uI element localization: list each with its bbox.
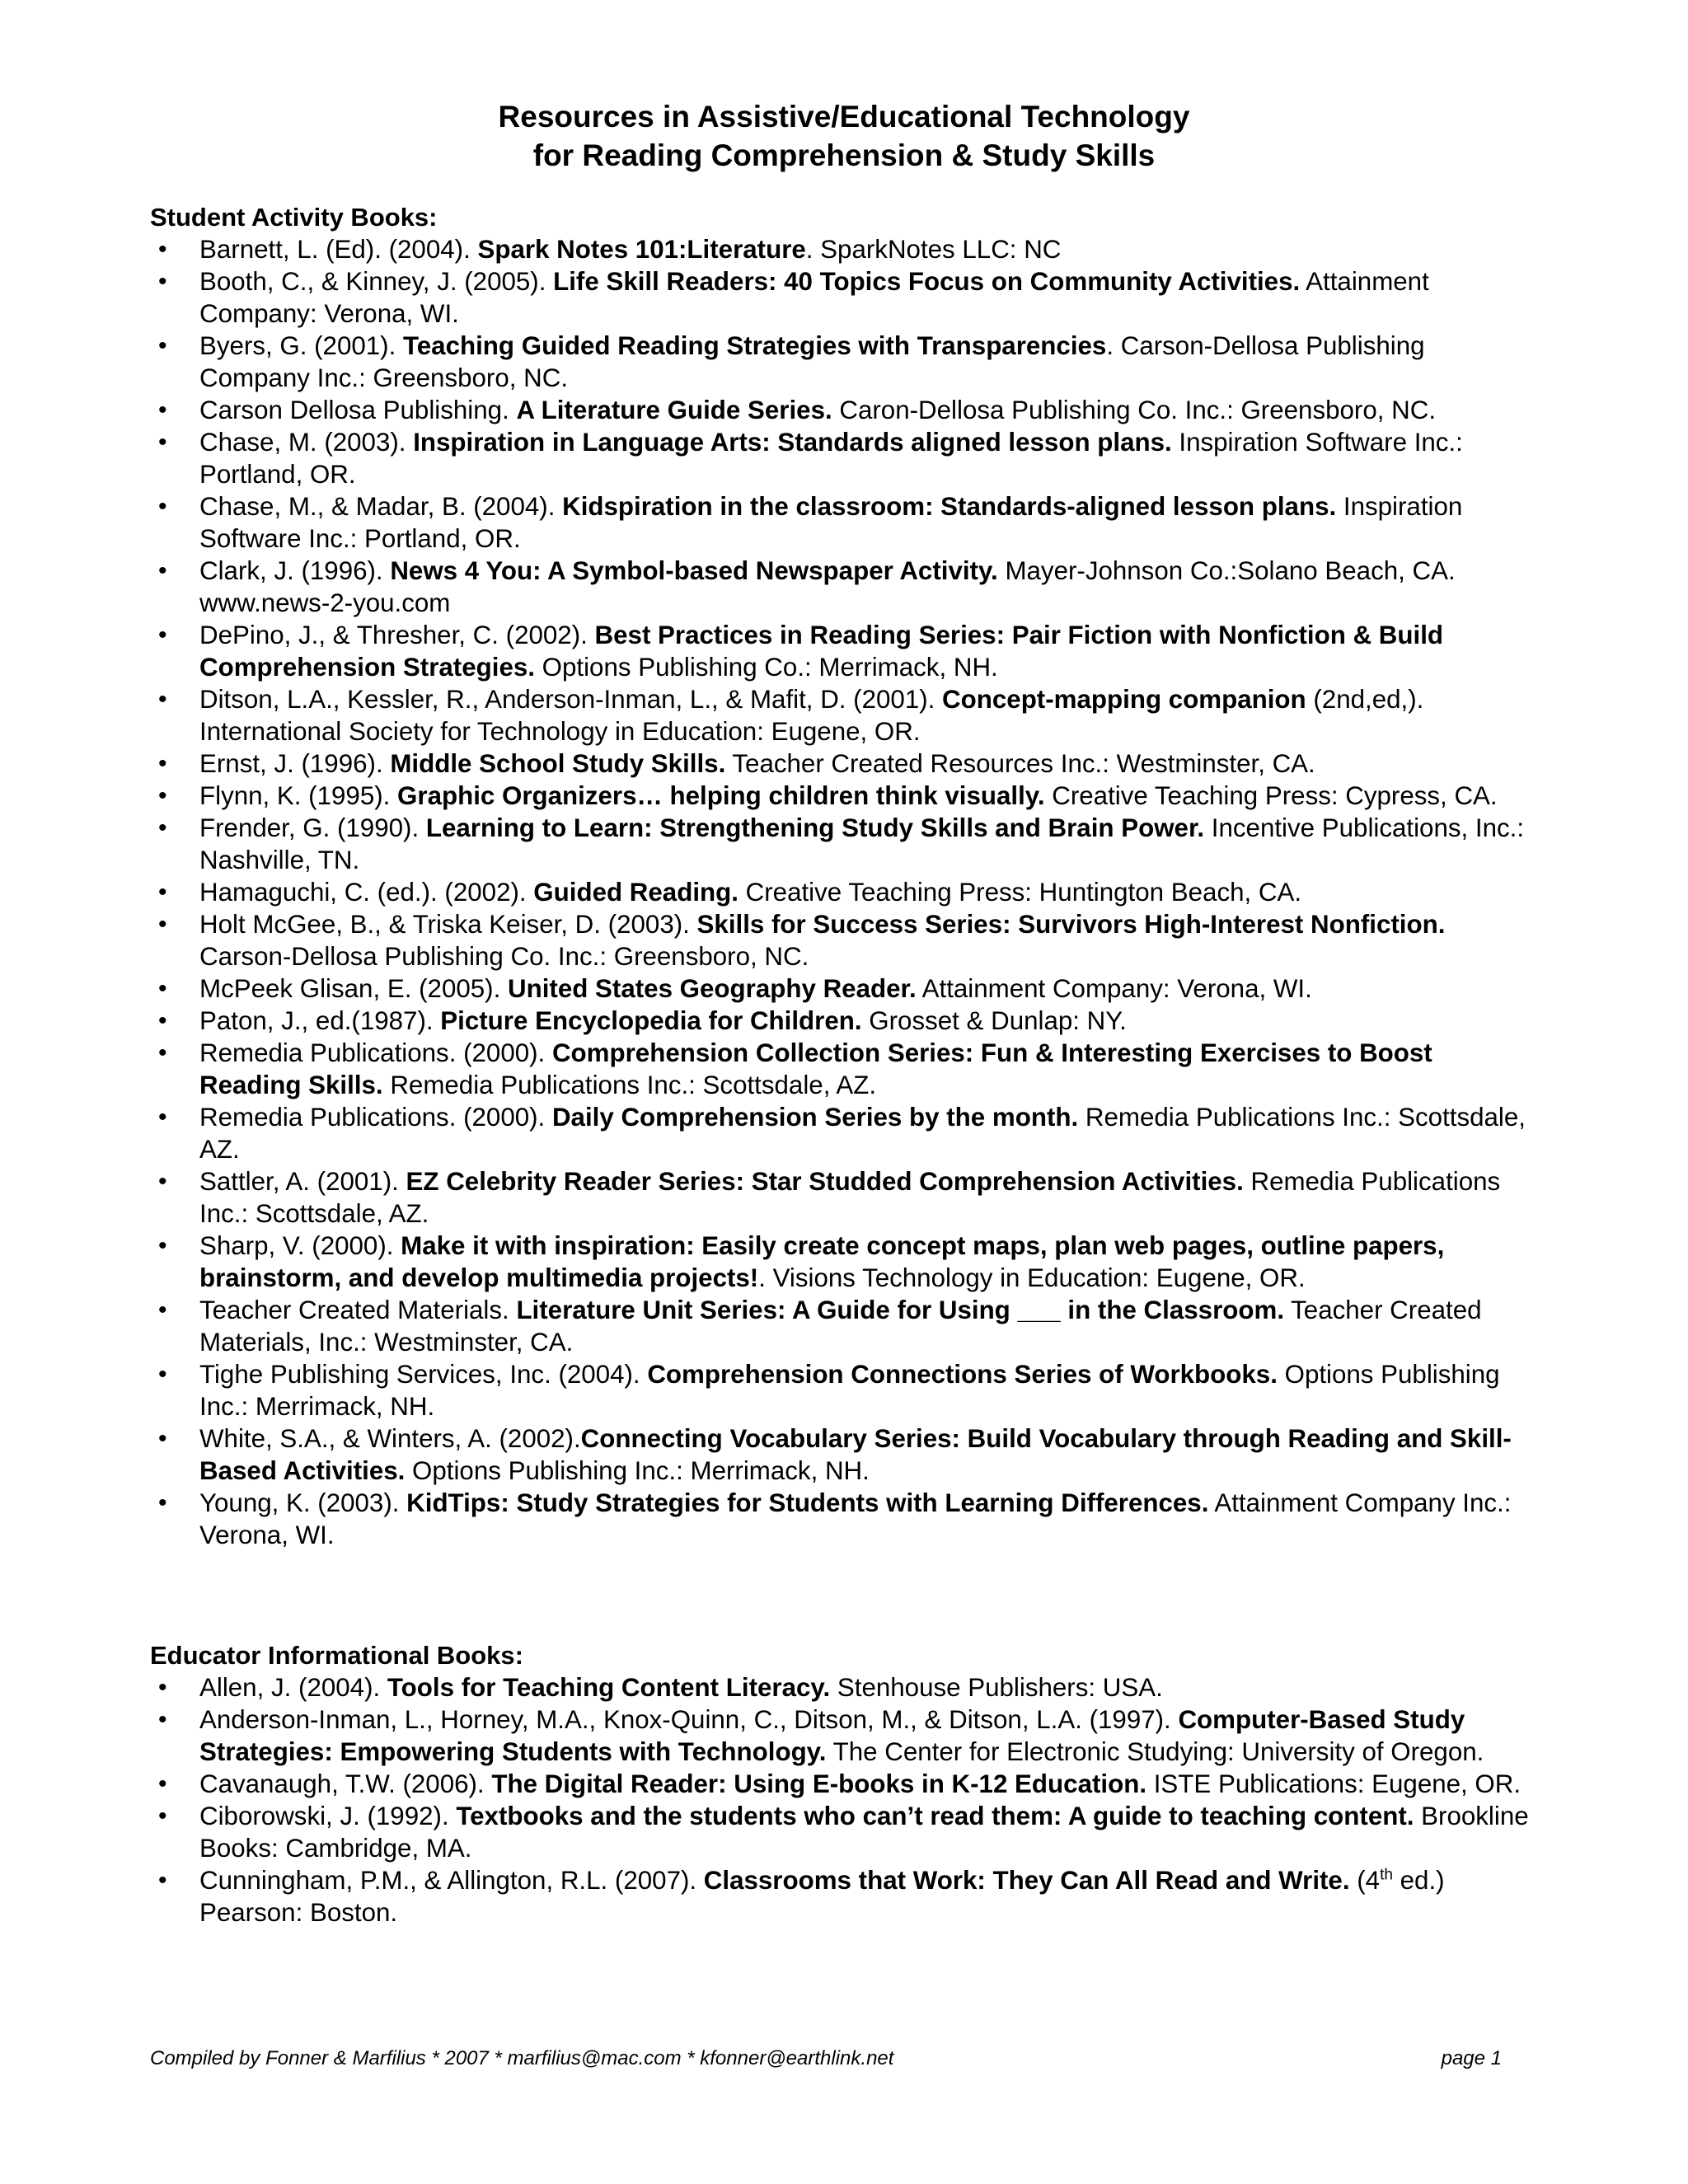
reference-text: Teacher Created Materials. — [199, 1296, 517, 1324]
reference-title: Inspiration in Language Arts: Standards aligned lesson plans. — [413, 428, 1172, 457]
reference-item — [0, 748, 1539, 780]
educator-books-heading: Educator Informational Books: — [150, 1641, 523, 1670]
reference-title: Teaching Guided Reading Strategies with Transparencies — [402, 331, 1107, 360]
reference-text: Carson Dellosa Publishing. — [199, 396, 517, 424]
reference-text: Stenhouse Publishers: USA. — [830, 1673, 1163, 1702]
reference-title: News 4 You: A Symbol-based Newspaper Activity. — [390, 556, 998, 585]
reference-item — [0, 265, 1539, 330]
reference-item — [0, 1487, 1539, 1551]
reference-text: . Visions Technology in Education: Eugene, OR. — [758, 1263, 1306, 1292]
reference-title: Tools for Teaching Content Literacy. — [387, 1673, 831, 1702]
reference-text: Byers, G. (2001). — [199, 331, 403, 360]
reference-text: Chase, M., & Madar, B. (2004). — [199, 492, 563, 521]
reference-text: Options Publishing Inc.: Merrimack, NH. — [199, 1360, 1500, 1421]
reference-item — [0, 490, 1539, 555]
reference-item — [0, 812, 1539, 876]
reference-item — [0, 1864, 1539, 1929]
student-books-heading: Student Activity Books: — [150, 203, 438, 232]
reference-text: Remedia Publications Inc.: Scottsdale, AZ. — [199, 1103, 1526, 1164]
reference-item — [0, 1230, 1539, 1294]
reference-text: Inspiration Software Inc.: Portland, OR. — [199, 428, 1463, 489]
reference-title: Spark Notes 101:Literature — [477, 235, 806, 264]
student-books-list — [0, 233, 1688, 1551]
reference-title: Guided Reading. — [533, 878, 738, 907]
reference-title: KidTips: Study Strategies for Students with Learning Differences. — [406, 1488, 1209, 1517]
reference-text: Options Publishing Co.: Merrimack, NH. — [534, 653, 998, 682]
reference-item — [0, 1037, 1539, 1101]
reference-title: A Literature Guide Series. — [516, 396, 832, 424]
reference-text: Remedia Publications. (2000). — [199, 1103, 552, 1132]
reference-item — [0, 1422, 1539, 1487]
reference-text: Ciborowski, J. (1992). — [199, 1802, 457, 1830]
reference-text: ISTE Publications: Eugene, OR. — [1146, 1769, 1522, 1798]
reference-text: Attainment Company Inc.: Verona, WI. — [199, 1488, 1512, 1549]
reference-item — [0, 876, 1539, 908]
reference-text: Flynn, K. (1995). — [199, 781, 398, 810]
reference-item — [0, 780, 1539, 812]
reference-text: Clark, J. (1996). — [199, 556, 391, 585]
reference-text: Anderson-Inman, L., Horney, M.A., Knox-Quinn, C., Ditson, M., & Ditson, L.A. (1997). — [199, 1705, 1179, 1734]
reference-item — [0, 394, 1539, 426]
reference-text: Cavanaugh, T.W. (2006). — [199, 1769, 492, 1798]
reference-text: Teacher Created Resources Inc.: Westminster, CA. — [725, 749, 1315, 778]
reference-title: Comprehension Connections Series of Workbooks. — [647, 1360, 1278, 1389]
reference-text: Caron-Dellosa Publishing Co. Inc.: Greensboro, NC. — [832, 396, 1437, 424]
reference-title: Graphic Organizers… helping children think visually. — [397, 781, 1045, 810]
reference-text: Cunningham, P.M., & Allington, R.L. (2007). — [199, 1866, 704, 1895]
title-line-2: for Reading Comprehension & Study Skills — [532, 138, 1156, 172]
page-footer — [150, 2046, 1502, 2071]
reference-text: Hamaguchi, C. (ed.). (2002). — [199, 878, 534, 907]
reference-text: . Carson-Dellosa Publishing Company Inc.: Greensboro, NC. — [199, 331, 1425, 392]
reference-title: Connecting Vocabulary Series: Build Vocabulary through Reading and Skill-Based Activities. — [199, 1424, 1512, 1485]
reference-title: Comprehension Collection Series: Fun & Interesting Exercises to Boost Reading Skills. — [199, 1038, 1432, 1099]
reference-text: Options Publishing Inc.: Merrimack, NH. — [405, 1456, 870, 1485]
reference-title: Learning to Learn: Strengthening Study Skills and Brain Power. — [425, 813, 1205, 842]
reference-text: Attainment Company: Verona, WI. — [916, 974, 1312, 1003]
reference-text: Paton, J., ed.(1987). — [199, 1006, 441, 1035]
reference-text: The Center for Electronic Studying: University of Oregon. — [826, 1737, 1484, 1766]
reference-title: United States Geography Reader. — [507, 974, 917, 1003]
reference-item — [0, 1704, 1539, 1768]
reference-text: Sharp, V. (2000). — [199, 1231, 401, 1260]
page-number: page 1 — [1441, 2047, 1502, 2069]
reference-text: Allen, J. (2004). — [199, 1673, 387, 1702]
reference-text: Remedia Publications Inc.: Scottsdale, AZ. — [382, 1071, 877, 1099]
reference-text: Brookline Books: Cambridge, MA. — [199, 1802, 1529, 1863]
reference-text: Tighe Publishing Services, Inc. (2004). — [199, 1360, 648, 1389]
reference-item — [0, 1768, 1539, 1800]
reference-title: Kidspiration in the classroom: Standards-aligned lesson plans. — [562, 492, 1337, 521]
reference-text: Frender, G. (1990). — [199, 813, 426, 842]
reference-title: Skills for Success Series: Survivors High-Interest Nonfiction. — [696, 910, 1446, 939]
reference-text: Ditson, L.A., Kessler, R., Anderson-Inman, L., & Mafit, D. (2001). — [199, 685, 943, 714]
reference-title: Literature Unit Series: A Guide for Using ___ in the Classroom. — [516, 1296, 1285, 1324]
reference-text: Grosset & Dunlap: NY. — [861, 1006, 1127, 1035]
reference-text: Chase, M. (2003). — [199, 428, 414, 457]
reference-item — [0, 619, 1539, 683]
reference-title: Daily Comprehension Series by the month. — [551, 1103, 1079, 1132]
reference-text: ed.) Pearson: Boston. — [199, 1866, 1445, 1927]
reference-text: White, S.A., & Winters, A. (2002). — [199, 1424, 581, 1453]
reference-text: Holt McGee, B., & Triska Keiser, D. (2003). — [199, 910, 697, 939]
reference-text: Sattler, A. (2001). — [199, 1167, 406, 1196]
reference-title: Make it with inspiration: Easily create concept maps, plan web pages, outline papers, brainstorm, and develop multimedia projects! — [199, 1231, 1445, 1292]
reference-text: Carson-Dellosa Publishing Co. Inc.: Greensboro, NC. — [199, 942, 809, 971]
reference-item — [0, 972, 1539, 1005]
reference-title: Middle School Study Skills. — [390, 749, 726, 778]
reference-text: Creative Teaching Press: Huntington Beach, CA. — [738, 878, 1302, 907]
reference-text: (4 — [1349, 1866, 1381, 1895]
reference-text: Barnett, L. (Ed). (2004). — [199, 235, 478, 264]
reference-title: The Digital Reader: Using E-books in K-12 Education. — [491, 1769, 1147, 1798]
reference-text: Young, K. (2003). — [199, 1488, 407, 1517]
reference-text: Remedia Publications Inc.: Scottsdale, AZ. — [199, 1167, 1501, 1228]
reference-text: Booth, C., & Kinney, J. (2005). — [199, 267, 554, 296]
reference-title: Classrooms that Work: They Can All Read and Write. — [703, 1866, 1350, 1895]
footer-credit: Compiled by Fonner & Marfilius * 2007 * marfilius@mac.com * kfonner@earthlink.net — [150, 2047, 894, 2069]
reference-item — [0, 1358, 1539, 1422]
reference-title: Picture Encyclopedia for Children. — [440, 1006, 862, 1035]
reference-item — [0, 1800, 1539, 1864]
reference-title: Life Skill Readers: 40 Topics Focus on Community Activities. — [553, 267, 1301, 296]
reference-text: Inspiration Software Inc.: Portland, OR. — [199, 492, 1463, 553]
reference-text: . SparkNotes LLC: NC — [805, 235, 1062, 264]
reference-item — [0, 1671, 1539, 1704]
reference-item — [0, 330, 1539, 394]
reference-text: (2nd,ed,). International Society for Technology in Education: Eugene, OR. — [199, 685, 1424, 746]
reference-item — [0, 1101, 1539, 1165]
educator-books-list — [0, 1671, 1688, 1929]
reference-title: EZ Celebrity Reader Series: Star Studded Comprehension Activities. — [406, 1167, 1244, 1196]
reference-superscript: th — [1380, 1866, 1393, 1884]
reference-text: Ernst, J. (1996). — [199, 749, 391, 778]
reference-item — [0, 1165, 1539, 1230]
reference-title: Concept-mapping companion — [942, 685, 1306, 714]
reference-item — [0, 1005, 1539, 1037]
reference-item — [0, 233, 1539, 265]
page-title — [0, 97, 1688, 175]
reference-item — [0, 555, 1539, 619]
reference-title: Computer-Based Study Strategies: Empowering Students with Technology. — [199, 1705, 1465, 1766]
reference-text: Mayer-Johnson Co.:Solano Beach, CA. www.news-2-you.com — [199, 556, 1456, 617]
reference-text: Remedia Publications. (2000). — [199, 1038, 552, 1067]
reference-text: Incentive Publications, Inc.: Nashville, TN. — [199, 813, 1525, 874]
reference-text: Teacher Created Materials, Inc.: Westminster, CA. — [199, 1296, 1482, 1357]
reference-item — [0, 426, 1539, 490]
reference-text: McPeek Glisan, E. (2005). — [199, 974, 508, 1003]
title-line-1: Resources in Assistive/Educational Technology — [498, 100, 1190, 134]
reference-title: Textbooks and the students who can’t read them: A guide to teaching content. — [456, 1802, 1414, 1830]
reference-item — [0, 908, 1539, 972]
reference-title: Best Practices in Reading Series: Pair Fiction with Nonfiction & Build Comprehension Strategies. — [199, 621, 1444, 682]
reference-text: Attainment Company: Verona, WI. — [199, 267, 1429, 328]
reference-item — [0, 1294, 1539, 1358]
reference-text: Creative Teaching Press: Cypress, CA. — [1044, 781, 1498, 810]
reference-text: DePino, J., & Thresher, C. (2002). — [199, 621, 595, 649]
reference-item — [0, 683, 1539, 748]
